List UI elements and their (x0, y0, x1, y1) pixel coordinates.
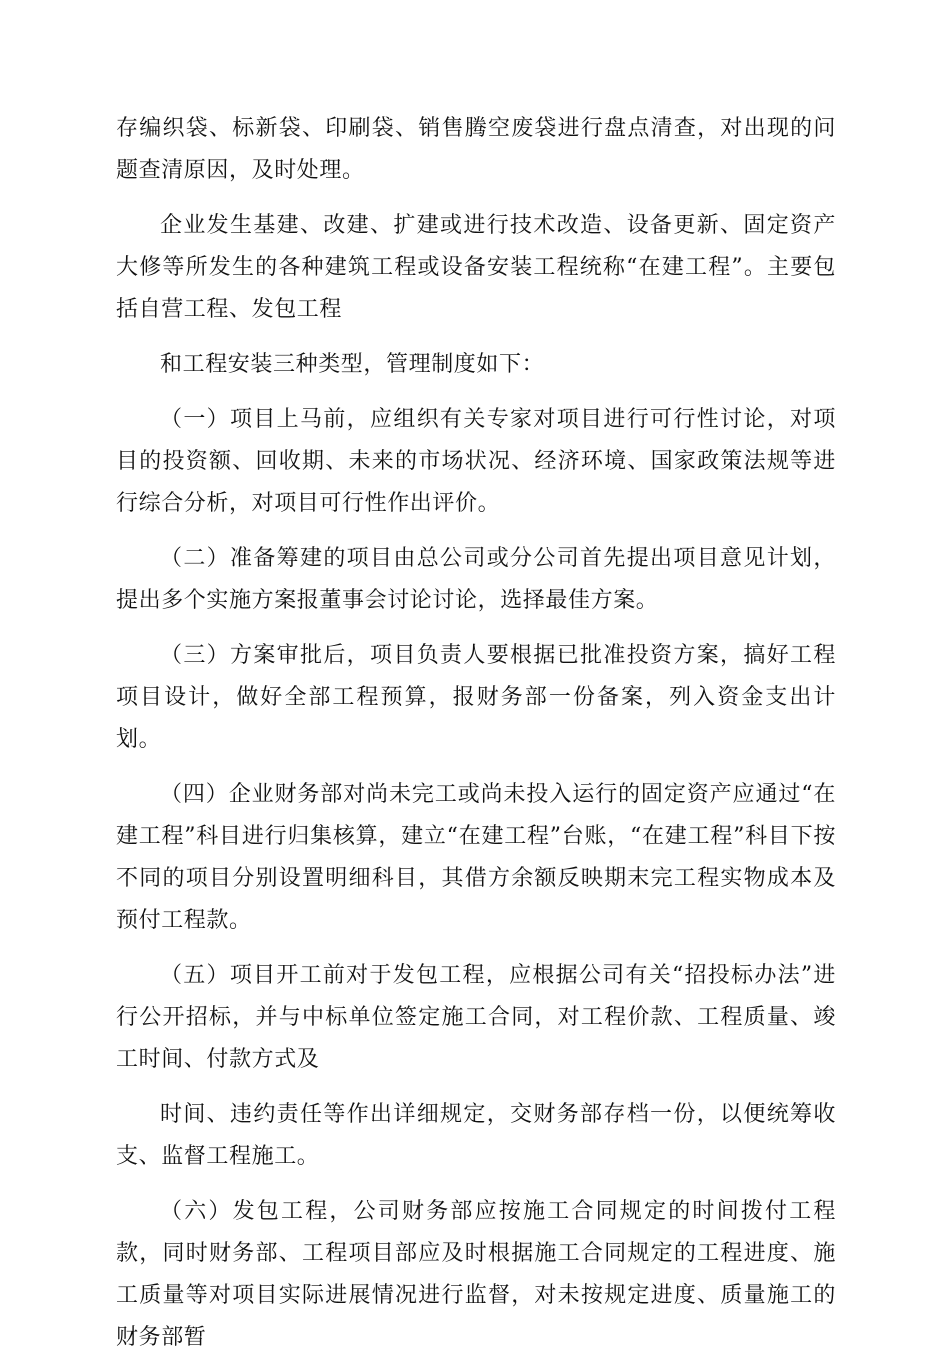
paragraph-item-5-continued: 时间、违约责任等作出详细规定，交财务部存档一份，以便统筹收支、监督工程施工。 (116, 1102, 836, 1169)
paragraph-item-1: （一）项目上马前，应组织有关专家对项目进行可行性讨论，对项目的投资额、回收期、未来的市场状况、经济环境、国家政策法规等进行综合分析，对项目可行性作出评价。 (116, 407, 836, 516)
paragraph-item-6: （六）发包工程，公司财务部应按施工合同规定的时间拨付工程款，同时财务部、工程项目部应及时根据施工合同规定的工程进度、施工质量等对项目实际进展情况进行监督，对未按规定进度、质量施工的财务部暂 (116, 1199, 836, 1350)
paragraph-item-5: （五）项目开工前对于发包工程，应根据公司有关“招投标办法”进行公开招标，并与中标单位签定施工合同，对工程价款、工程质量、竣工时间、付款方式及 (116, 963, 836, 1072)
paragraph-inventory-check: 存编织袋、标新袋、印刷袋、销售腾空废袋进行盘点清查，对出现的问题查清原因，及时处理。 (116, 116, 836, 183)
paragraph-three-types: 和工程安装三种类型，管理制度如下： (160, 352, 545, 377)
document-body (116, 108, 836, 1372)
paragraph-item-2: （二）准备筹建的项目由总公司或分公司首先提出项目意见计划，提出多个实施方案报董事会讨论讨论，选择最佳方案。 (116, 546, 836, 613)
paragraph-item-4: （四）企业财务部对尚未完工或尚未投入运行的固定资产应通过“在建工程”科目进行归集核算，建立“在建工程”台账，“在建工程”科目下按不同的项目分别设置明细科目，其借方余额反映期末完工程实物成本及预付工程款。 (116, 782, 836, 933)
paragraph-item-3: （三）方案审批后，项目负责人要根据已批准投资方案，搞好工程项目设计，做好全部工程预算，报财务部一份备案，列入资金支出计划。 (116, 643, 836, 752)
paragraph-construction-definition: 企业发生基建、改建、扩建或进行技术改造、设备更新、固定资产大修等所发生的各种建筑工程或设备安装工程统称“在建工程”。主要包括自营工程、发包工程 (116, 213, 836, 322)
